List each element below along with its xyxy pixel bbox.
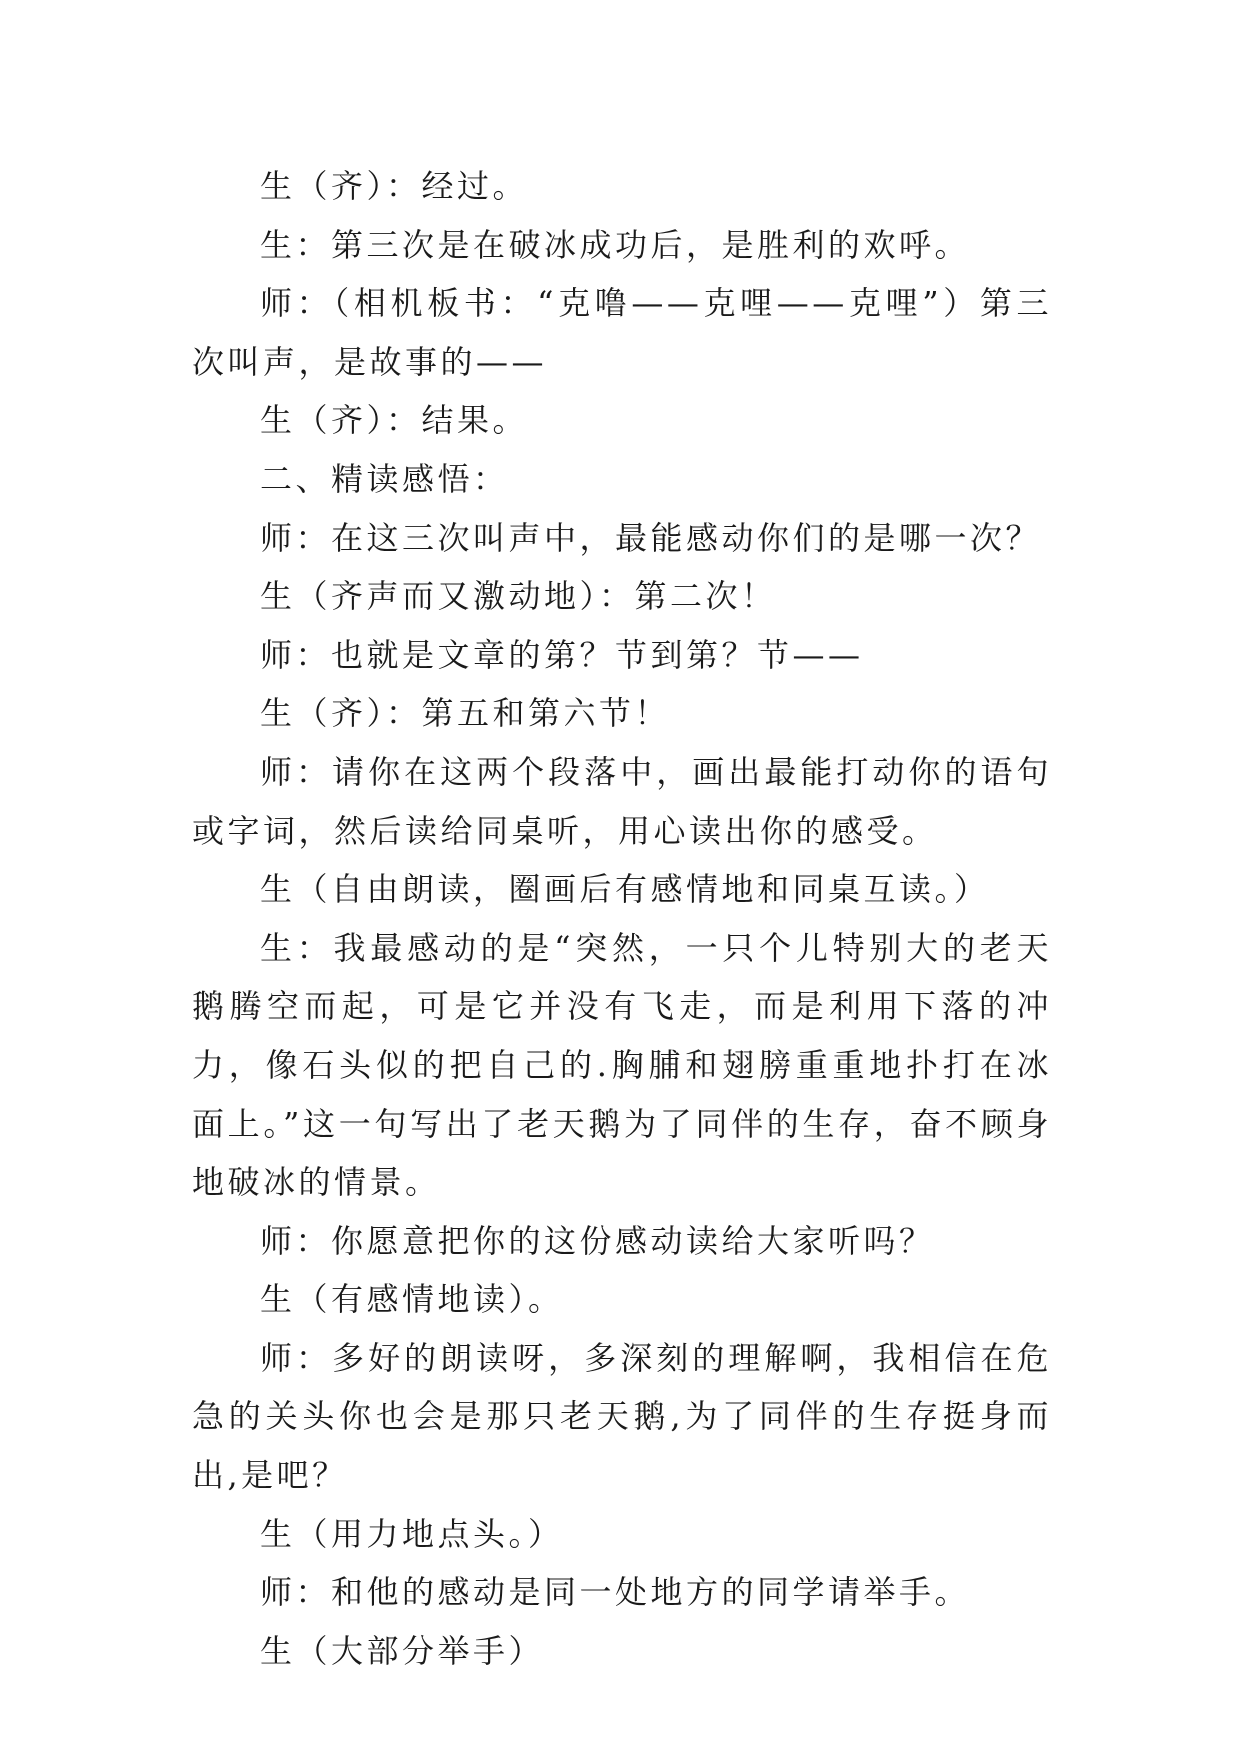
paragraph: 生（大部分举手） xyxy=(260,1631,545,1670)
paragraph: 生（齐）：第五和第六节！ xyxy=(260,694,671,733)
document-body xyxy=(192,157,1052,1680)
paragraph: 师：也就是文章的第？节到第？节—— xyxy=(260,635,864,674)
paragraph: 生（自由朗读，圈画后有感情地和同桌互读。） xyxy=(260,870,990,909)
paragraph: 师：请你在这两个段落中，画出最能打动你的语句或字词，然后读给同桌听，用心读出你的感受。 xyxy=(192,752,1052,850)
paragraph: 师：和他的感动是同一处地方的同学请举手。 xyxy=(260,1573,971,1612)
section-heading: 二、精读感悟： xyxy=(260,459,509,498)
paragraph: 生（齐）：结果。 xyxy=(260,401,529,440)
paragraph: 生（齐）：经过。 xyxy=(260,167,529,205)
paragraph: 生：第三次是在破冰成功后，是胜利的欢呼。 xyxy=(260,225,971,264)
paragraph: 师：多好的朗读呀，多深刻的理解啊，我相信在危急的关头你也会是那只老天鹅,为了同伴的生存挺身而出,是吧？ xyxy=(192,1338,1052,1495)
paragraph: 生（齐声而又激动地）：第二次！ xyxy=(260,577,777,616)
paragraph: 生（用力地点头。） xyxy=(260,1514,564,1553)
paragraph: 生（有感情地读）。 xyxy=(260,1280,564,1319)
paragraph: 师：在这三次叫声中，最能感动你们的是哪一次？ xyxy=(260,518,1042,557)
paragraph: 师：（相机板书：“克噜——克哩——克哩”）第三次叫声，是故事的—— xyxy=(192,284,1052,381)
paragraph: 师：你愿意把你的这份感动读给大家听吗？ xyxy=(260,1221,935,1260)
paragraph: 生：我最感动的是“突然，一只个儿特别大的老天鹅腾空而起，可是它并没有飞走，而是利用下落的冲力，像石头似的把自己的.胸脯和翅膀重重地扑打在冰面上。”这一句写出了老天鹅为了同伴的生存，奋不顾身地破冰的情景。 xyxy=(192,928,1052,1202)
